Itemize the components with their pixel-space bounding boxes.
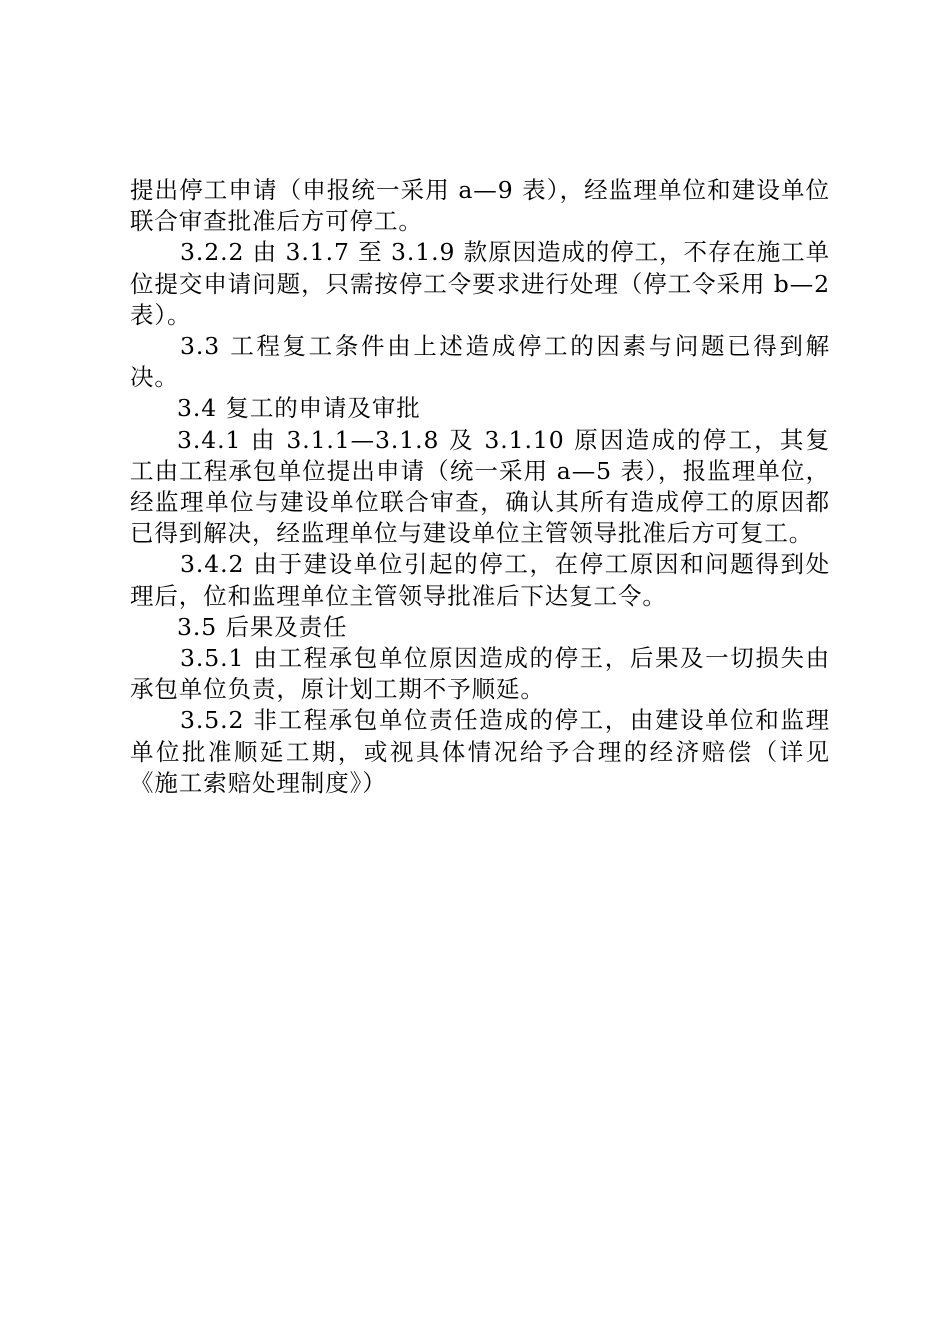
paragraph-3-5-1: 3.5.1 由工程承包单位原因造成的停王，后果及一切损失由承包单位负责，原计划工期不予顺延。 <box>130 644 830 704</box>
paragraph-3-3: 3.3 工程复工条件由上述造成停工的因素与问题已得到解决。 <box>130 332 830 392</box>
heading-3-4: 3.4 复工的申请及审批 <box>177 394 421 423</box>
paragraph-3-5-2: 3.5.2 非工程承包单位责任造成的停工，由建设单位和监理单位批准顺延工期，或视具体情况给予合理的经济赔偿（详见《施工索赔处理制度》） <box>130 706 830 797</box>
paragraph-3-2-2: 3.2.2 由 3.1.7 至 3.1.9 款原因造成的停工，不存在施工单位提交申请问题，只需按停工令要求进行处理（停工令采用 b—2 表）。 <box>130 238 830 329</box>
document-body <box>130 175 830 799</box>
paragraph-stop-work-application: 提出停工申请（申报统一采用 a—9 表），经监理单位和建设单位联合审查批准后方可停工。 <box>130 176 830 236</box>
paragraph-3-4-1: 3.4.1 由 3.1.1—3.1.8 及 3.1.10 原因造成的停工，其复工由工程承包单位提出申请（统一采用 a—5 表），报监理单位，经监理单位与建设单位联合审查，确认其所有造成停工的原因都已得到解决，经监理单位与建设单位主管领导批准后方可复工。 <box>130 425 830 548</box>
paragraph-3-4-2: 3.4.2 由于建设单位引起的停工，在停工原因和问题得到处理后，位和监理单位主管领导批准后下达复工令。 <box>130 550 830 610</box>
heading-3-5: 3.5 后果及责任 <box>177 612 348 641</box>
